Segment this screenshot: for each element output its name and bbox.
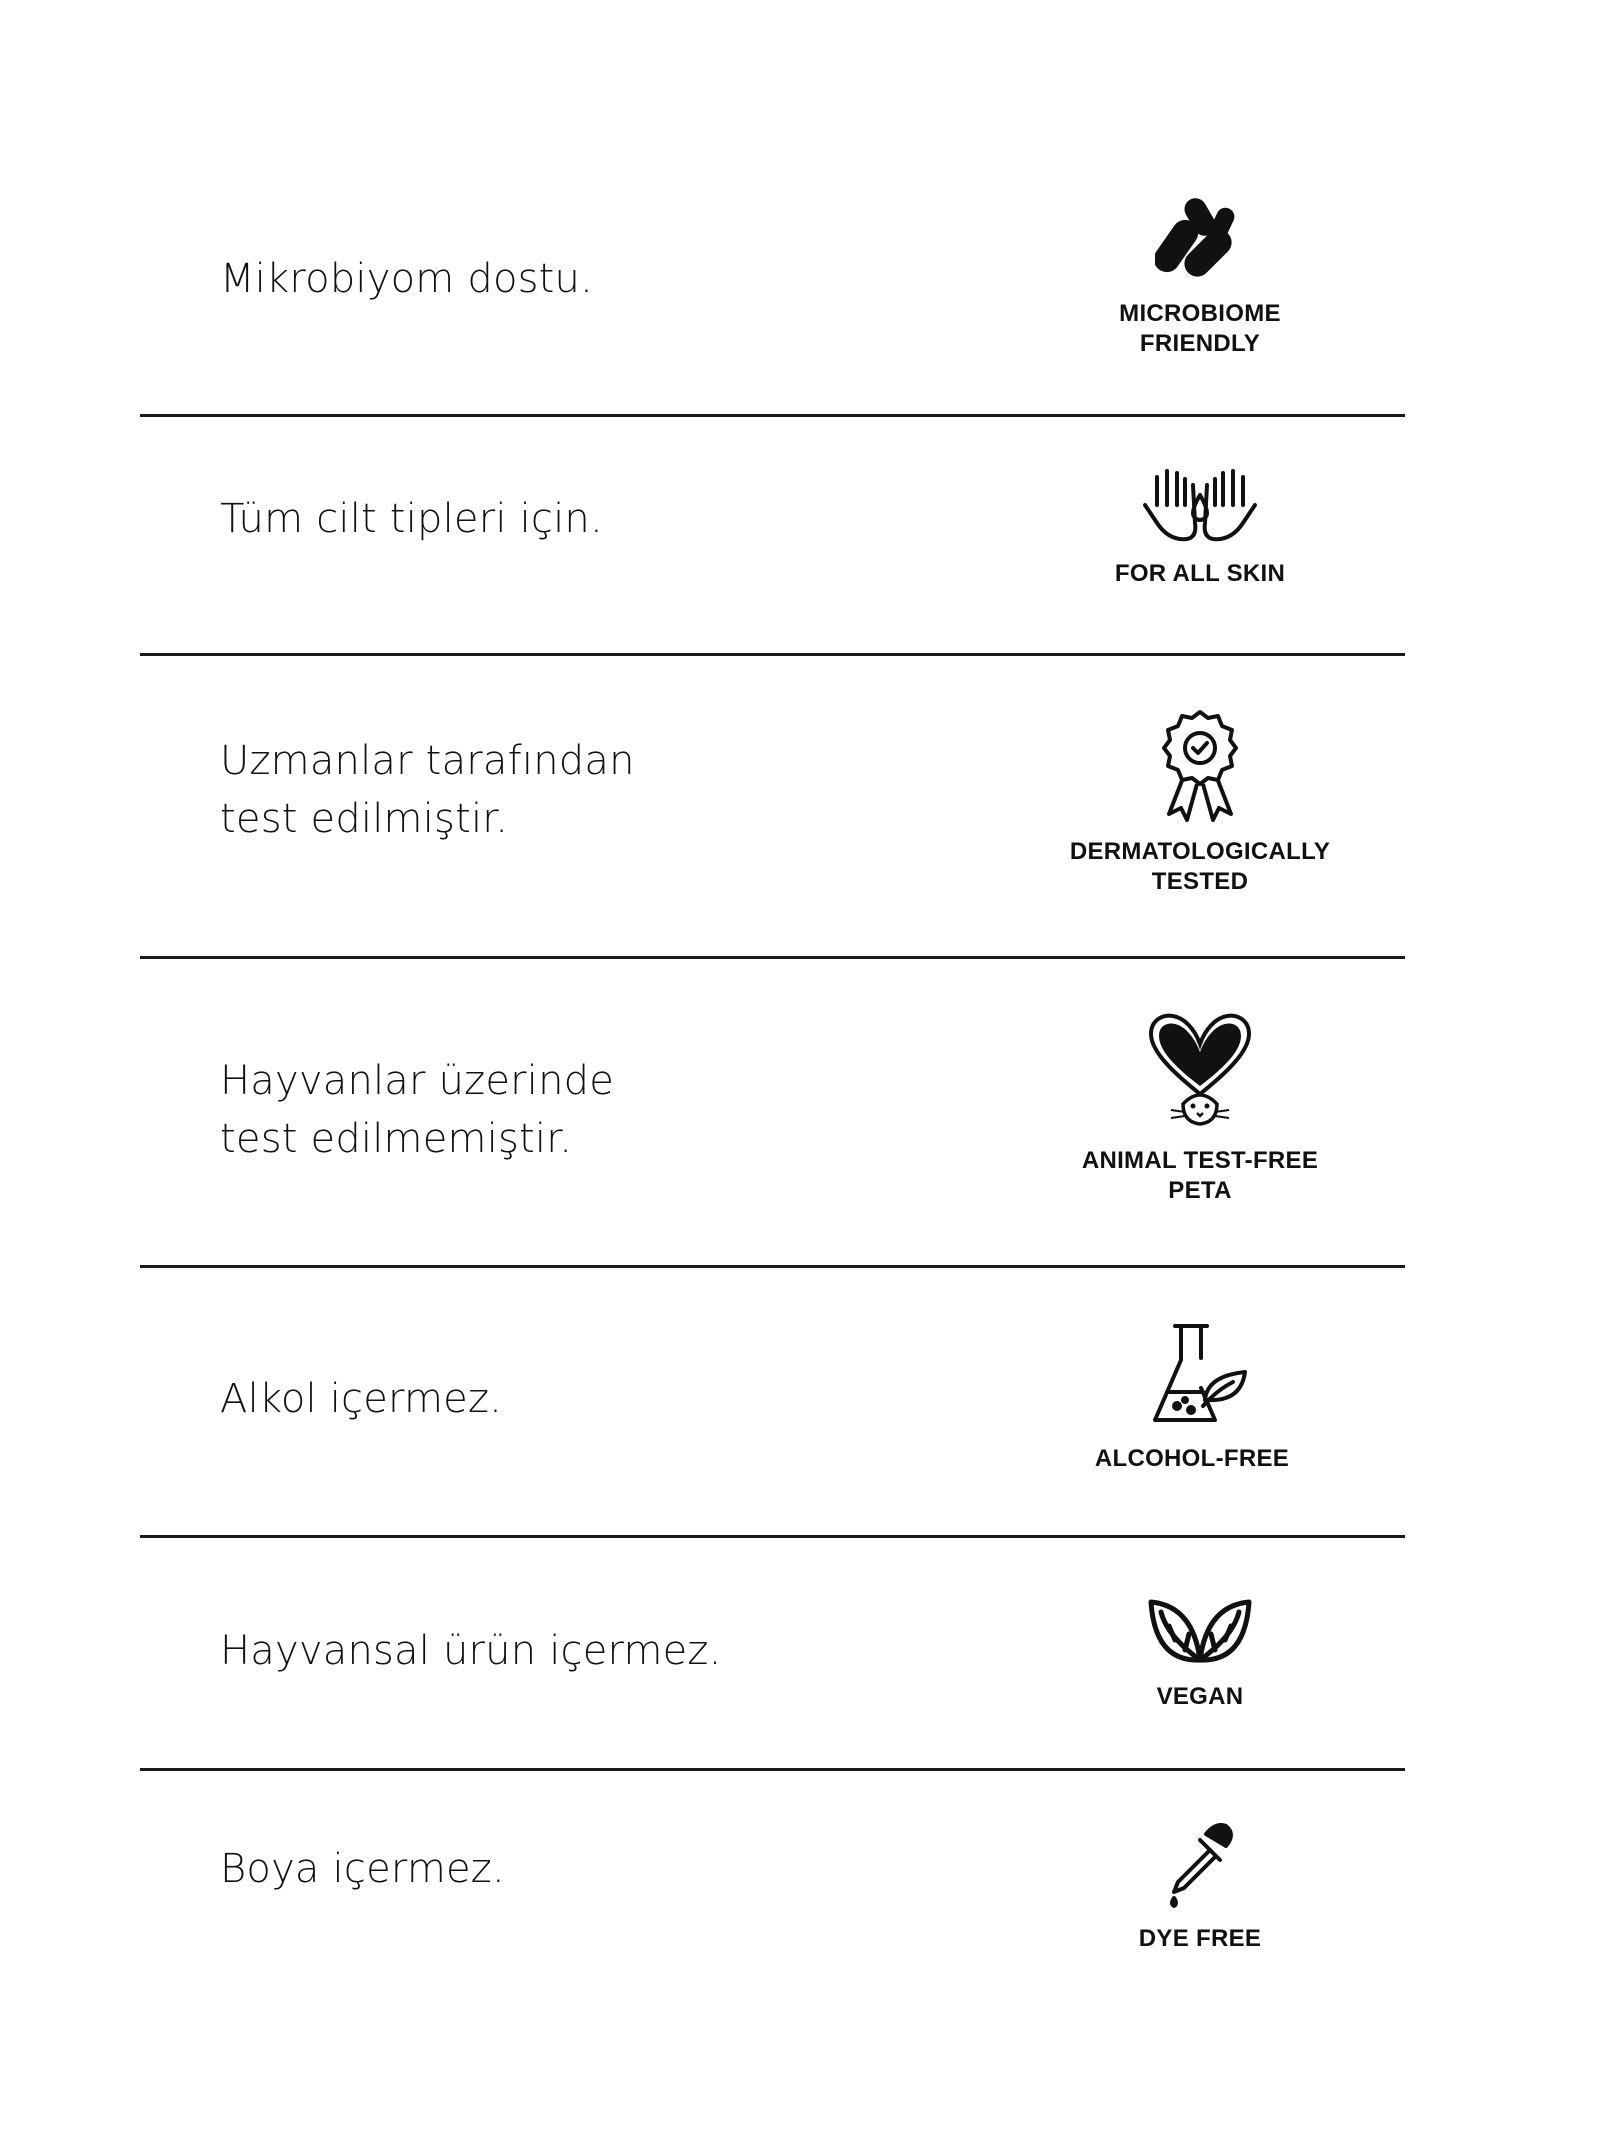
bunny-heart-icon xyxy=(1145,1012,1255,1132)
badge-label: ALCOHOL-FREE xyxy=(1094,1445,1290,1472)
feature-text: Tüm cilt tipleri için. xyxy=(220,496,603,542)
feature-text: Alkol içermez. xyxy=(220,1376,503,1422)
badge-animal-test-free xyxy=(1040,1012,1360,1206)
divider xyxy=(140,414,1405,417)
dropper-icon xyxy=(1160,1820,1240,1910)
badge-label: MICROBIOME FRIENDLY xyxy=(1119,300,1281,357)
badge-microbiome xyxy=(1040,195,1360,359)
feature-text: Uzmanlar tarafından test edilmiştir. xyxy=(220,738,635,842)
flask-leaf-icon xyxy=(1145,1320,1255,1430)
feature-text: Hayvanlar üzerinde test edilmemiştir. xyxy=(220,1058,615,1162)
divider xyxy=(140,1768,1405,1771)
divider xyxy=(140,1265,1405,1268)
badge-label: FOR ALL SKIN xyxy=(1114,560,1286,587)
badge-all-skin xyxy=(1040,465,1360,589)
award-ribbon-icon xyxy=(1155,708,1245,823)
badge-label: ANIMAL TEST-FREE PETA xyxy=(1081,1147,1319,1204)
feature-text: Mikrobiyom dostu. xyxy=(220,256,594,302)
divider xyxy=(140,653,1405,656)
badge-label: VEGAN xyxy=(1156,1683,1244,1710)
divider xyxy=(140,1535,1405,1538)
divider xyxy=(140,956,1405,959)
hands-drop-icon xyxy=(1135,465,1265,545)
feature-text: Hayvansal ürün içermez. xyxy=(220,1628,722,1674)
badge-derm-tested xyxy=(1040,708,1360,897)
leaves-icon xyxy=(1145,1588,1255,1668)
badge-alcohol-free xyxy=(1040,1320,1360,1474)
feature-text: Boya içermez. xyxy=(220,1846,505,1892)
badge-vegan xyxy=(1040,1588,1360,1712)
badge-label: DERMATOLOGICALLY TESTED xyxy=(1069,838,1331,895)
bacteria-icon xyxy=(1155,195,1245,285)
badge-label: DYE FREE xyxy=(1138,1925,1262,1952)
badge-dye-free xyxy=(1040,1820,1360,1954)
